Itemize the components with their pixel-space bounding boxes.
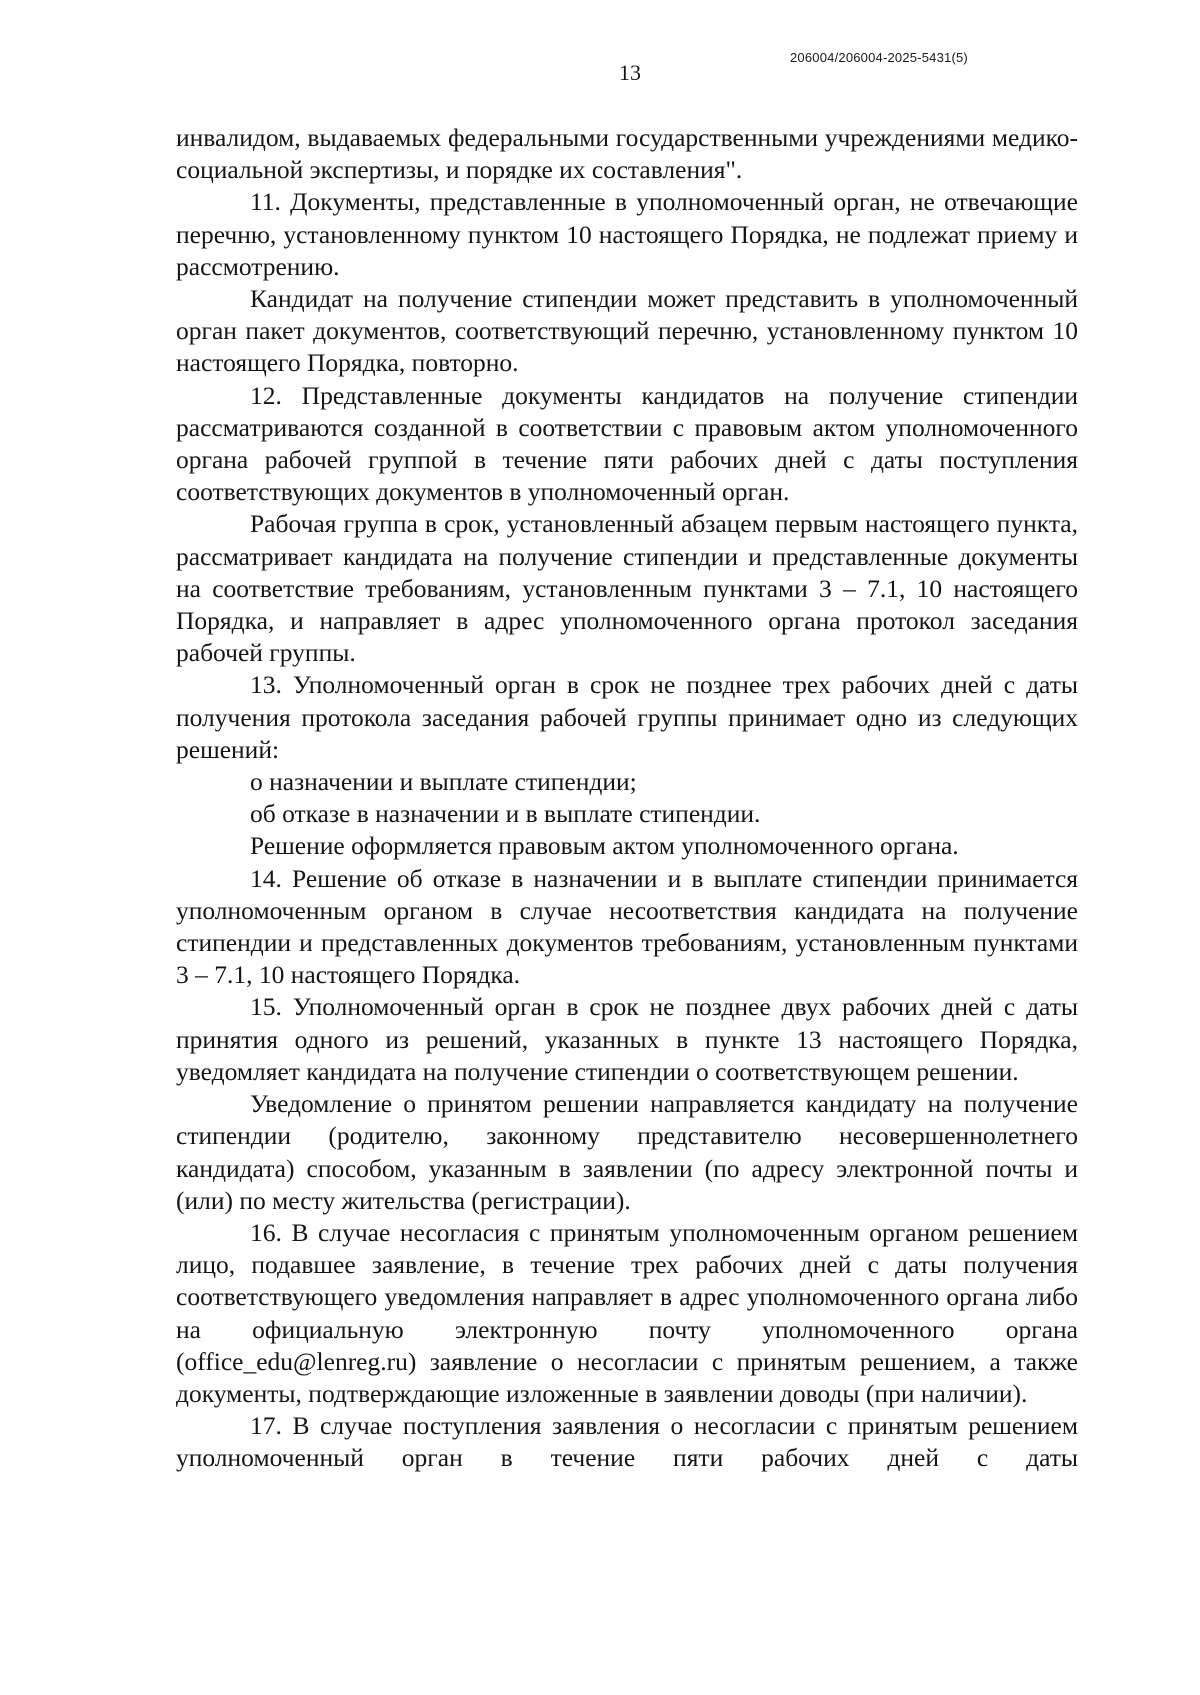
paragraph-item-13-formalization: Решение оформляется правовым актом уполномоченного органа.	[250, 831, 959, 861]
paragraph-item-16: 16. В случае несогласия с принятым уполномоченным органом решением лицо, подавшее заявление, в течение трех рабочих дней с даты получения соответствующего уведомления направляет в адрес уполномоченного органа либо на официальную электронную почту уполномоченного органа (office_edu@lenreg.ru) заявление о несогласии с принятым решением, а также документы, подтверждающие изложенные в заявлении доводы (при наличии).	[176, 1217, 1078, 1408]
paragraph-item-15: 15. Уполномоченный орган в срок не позднее двух рабочих дней с даты принятия одного из решений, указанных в пункте 13 настоящего Порядка, уведомляет кандидата на получение стипендии о соответствующем решении.	[176, 992, 1078, 1086]
page-number: 13	[619, 60, 641, 85]
document-id: 206004/206004-2025-5431(5)	[790, 50, 968, 65]
paragraph-item-12: 12. Представленные документы кандидатов на получение стипендии рассматриваются созданной в соответствии с правовым актом уполномоченного органа рабочей группой в течение пяти рабочих дней с даты поступления соответствующих документов в уполномоченный орган.	[176, 380, 1078, 507]
paragraph-item-14: 14. Решение об отказе в назначении и в выплате стипендии принимается уполномоченным органом в случае несоответствия кандидата на получение стипендии и представленных документов требованиям, установленным пунктами 3 – 7.1, 10 настоящего Порядка.	[176, 863, 1078, 990]
paragraph-item-11: 11. Документы, представленные в уполномоченный орган, не отвечающие перечню, установленному пунктом 10 настоящего Порядка, не подлежат приему и рассмотрению.	[176, 187, 1078, 281]
paragraph-item-12-working-group: Рабочая группа в срок, установленный абзацем первым настоящего пункта, рассматривает кандидата на получение стипендии и представленные документы на соответствие требованиям, установленным пунктами 3 – 7.1, 10 настоящего Порядка, и направляет в адрес уполномоченного органа протокол заседания рабочей группы.	[176, 509, 1078, 668]
paragraph-continuation: инвалидом, выдаваемых федеральными государственными учреждениями медико-социальной экспертизы, и порядке их составления".	[176, 123, 1078, 185]
paragraph-item-15-notification: Уведомление о принятом решении направляется кандидату на получение стипендии (родителю, законному представителю несовершеннолетнего кандидата) способом, указанным в заявлении (по адресу электронной почты и (или) по месту жительства (регистрации).	[176, 1089, 1078, 1215]
decision-option-grant: о назначении и выплате стипендии;	[250, 767, 637, 797]
document-body	[176, 122, 1078, 1475]
paragraph-item-13: 13. Уполномоченный орган в срок не позднее трех рабочих дней с даты получения протокола заседания рабочей группы принимает одно из следующих решений:	[176, 670, 1078, 764]
paragraph-item-17: 17. В случае поступления заявления о несогласии с принятым решением уполномоченный орган в течение пяти рабочих дней с даты	[176, 1411, 1078, 1473]
paragraph-item-11-resubmission: Кандидат на получение стипендии может представить в уполномоченный орган пакет документов, соответствующий перечню, установленному пунктом 10 настоящего Порядка, повторно.	[176, 284, 1078, 378]
decision-option-refuse: об отказе в назначении и в выплате стипендии.	[250, 799, 761, 829]
